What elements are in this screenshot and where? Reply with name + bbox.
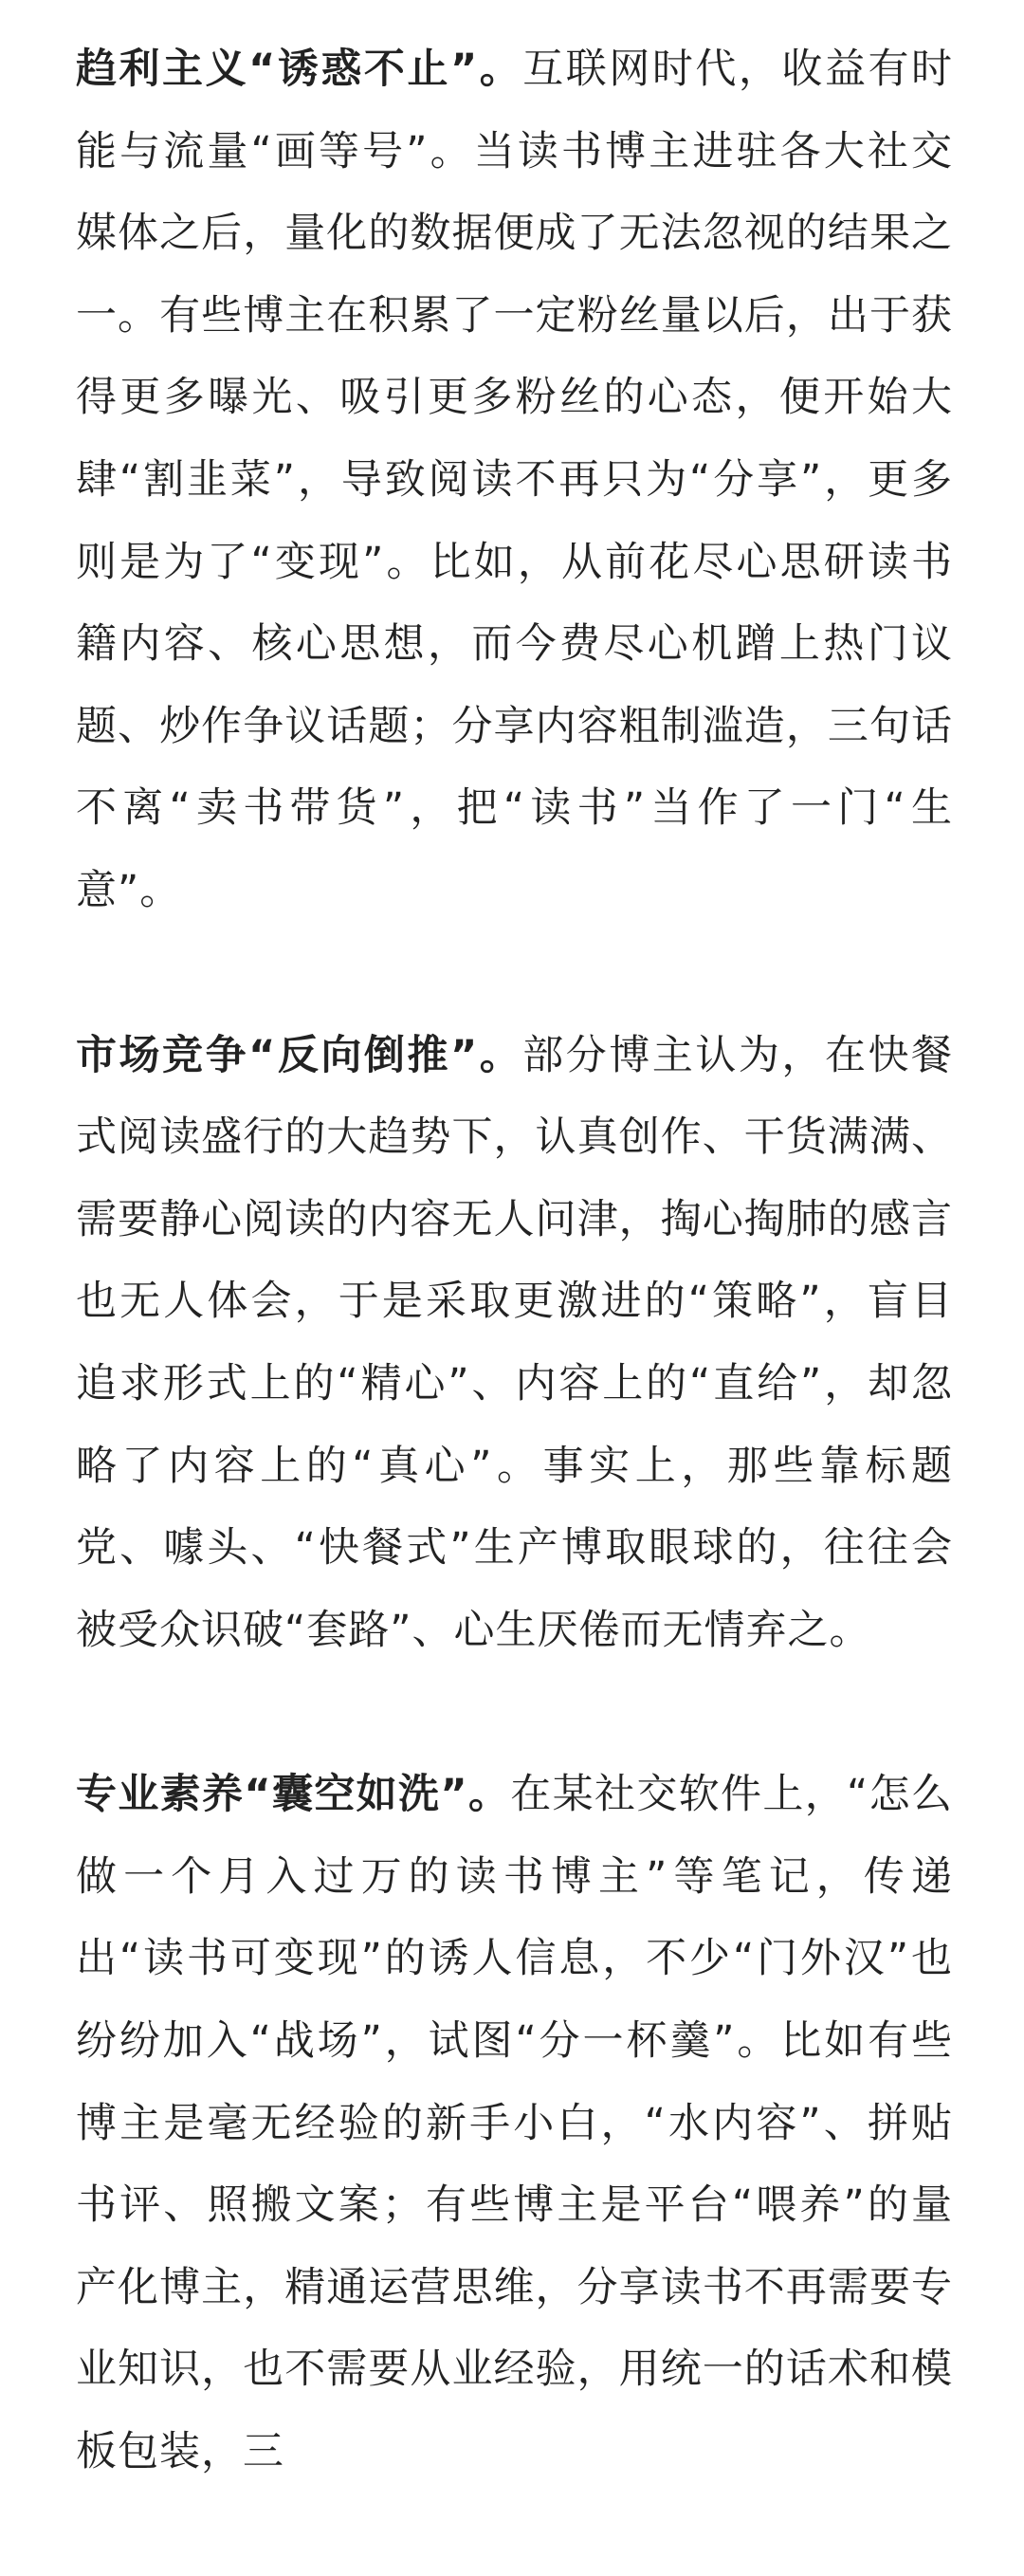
paragraph-heading: 专业素养“囊空如洗”。 xyxy=(76,1771,511,1819)
paragraph-text: 在某社交软件上，“怎么做一个月入过万的读书博主”等笔记，传递出“读书可变现”的诱人信息，不少“门外汉”也纷纷加入“战场”，试图“分一杯羹”。比如有些博主是毫无经验的新手小白，“水内容”、拼贴书评、照搬文案；有些博主是平台“喂养”的量产化博主，精通运营思维，分享读书不再需要专业知识，也不需要从业经验，用统一的话术和模板包装，三 xyxy=(76,1771,953,2476)
paragraph-heading: 趋利主义“诱惑不止”。 xyxy=(76,46,523,93)
paragraph-heading: 市场竞争“反向倒推”。 xyxy=(76,1031,523,1079)
paragraph-text: 部分博主认为，在快餐式阅读盛行的大趋势下，认真创作、干货满满、需要静心阅读的内容无人问津，掏心掏肺的感言也无人体会，于是采取更激进的“策略”，盲目追求形式上的“精心”、内容上的“直给”，却忽略了内容上的“真心”。事实上，那些靠标题党、噱头、“快餐式”生产博取眼球的，往往会被受众识破“套路”、心生厌倦而无情弃之。 xyxy=(76,1031,953,1654)
paragraph-professional-quality xyxy=(76,1754,953,2493)
paragraph-market-competition xyxy=(76,1015,953,1672)
paragraph-profit-seeking xyxy=(76,28,953,932)
article-body xyxy=(76,28,953,2576)
paragraph-text: 互联网时代，收益有时能与流量“画等号”。当读书博主进驻各大社交媒体之后，量化的数据便成了无法忽视的结果之一。有些博主在积累了一定粉丝量以后，出于获得更多曝光、吸引更多粉丝的心态，便开始大肆“割韭菜”，导致阅读不再只为“分享”，更多则是为了“变现”。比如，从前花尽心思研读书籍内容、核心思想，而今费尽心机蹭上热门议题、炒作争议话题；分享内容粗制滥造，三句话不离“卖书带货”，把“读书”当作了一门“生意”。 xyxy=(76,46,953,914)
